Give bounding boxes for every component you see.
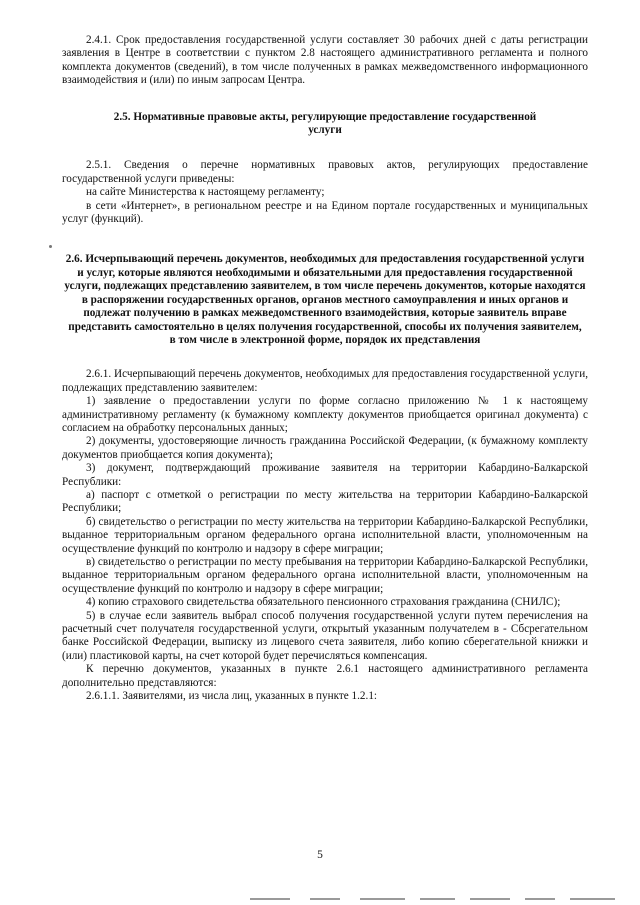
paragraph-2-4-1: 2.4.1. Срок предоставления государственной услуги составляет 30 рабочих дней с даты регистрации заявления в Центре в соответствии с пунктом 2.8 настоящего административного регламента и полного комплекта документов (сведений), в том числе полученных в рамках межведомственного информационного взаимодействия и (или) по иным запросам Центра. [62, 34, 588, 87]
paragraph-2-5-1-ministry-site: на сайте Министерства к настоящему регламенту; [86, 186, 325, 199]
list-item-3a: а) паспорт с отметкой о регистрации по месту жительства на территории Кабардино-Балкарской Республики; [62, 488, 588, 515]
page-number: 5 [317, 849, 323, 861]
list-item-5: 5) в случае если заявитель выбрал способ получения государственной услуги путем перечисления на расчетный счет получателя государственной услуги, открытый указанным получателем в - Сбсрегательном банке Российской Федерации, выписку из лицевого счета заявителя, либо копию сберегательной книжки и (или) пластиковой карты, на счет которой будет перечисляться компенсация. [62, 609, 588, 662]
scan-edge-mark [420, 898, 455, 900]
list-item-4: 4) копию страхового свидетельства обязательного пенсионного страхования гражданина (СНИЛС); [86, 596, 561, 609]
paragraph-2-6-1-1: 2.6.1.1. Заявителями, из числа лиц, указанных в пункте 1.2.1: [86, 690, 378, 703]
scan-edge-mark [470, 898, 510, 900]
heading-2-5: 2.5. Нормативные правовые акты, регулирующие предоставление государственной услуги [113, 110, 537, 137]
list-item-3: 3) документ, подтверждающий проживание заявителя на территории Кабардино-Балкарской Республики: [62, 462, 588, 488]
scan-edge-mark [570, 898, 615, 900]
scan-edge-mark [250, 898, 290, 900]
scan-edge-mark [310, 898, 340, 900]
heading-2-6: 2.6. Исчерпывающий перечень документов, необходимых для предоставления государственной услуги и услуг, которые являются необходимыми и обязательными для предоставления государственной услуги, подлежащих представлению заявителем, в том числе перечень документов, которые находятся в распоряжении государственных органов, органов местного самоуправления и иных органов и подлежат получению в рамках межведомственного взаимодействия, которые заявитель вправе представить самостоятельно в целях получения государственной, способы их получения заявителем, в том числе в электронной форме, порядок их представления [64, 253, 586, 346]
scan-speck [49, 245, 52, 248]
scan-edge-mark [360, 898, 405, 900]
list-item-2: 2) документы, удостоверяющие личность гражданина Российской Федерации, (к бумажному комплекту документов приобщается копия документа); [62, 435, 588, 461]
list-item-3c: в) свидетельство о регистрации по месту пребывания на территории Кабардино-Балкарской Республики, выданное территориальным органом федерального органа исполнительной власти, уполномоченным на осуществление функций по контролю и надзору в сфере миграции; [62, 556, 588, 595]
list-item-1: 1) заявление о предоставлении услуги по форме согласно приложению № 1 к настоящему административному регламенту (к бумажному комплекту документов приобщается оригинал документа) с согласием на обработку персональных данных; [62, 395, 588, 434]
list-item-3b: б) свидетельство о регистрации по месту жительства на территории Кабардино-Балкарской Республики, выданное территориальным органом федерального органа исполнительной власти, уполномоченным на осуществление функций по контролю и надзору в сфере миграции; [62, 515, 588, 555]
paragraph-additional-documents: К перечню документов, указанных в пункте 2.6.1 настоящего административного регламента дополнительно представляются: [62, 663, 588, 689]
paragraph-2-5-1: 2.5.1. Сведения о перечне нормативных правовых актов, регулирующих предоставление государственной услуги приведены: [62, 159, 588, 185]
scan-edge-mark [525, 898, 555, 900]
paragraph-2-6-1: 2.6.1. Исчерпывающий перечень документов, необходимых для предоставления государственной услуги, подлежащих представлению заявителем: [62, 368, 588, 394]
paragraph-2-5-1-internet: в сети «Интернет», в региональном реестре и на Едином портале государственных и муниципальных услуг (функций). [62, 199, 588, 226]
